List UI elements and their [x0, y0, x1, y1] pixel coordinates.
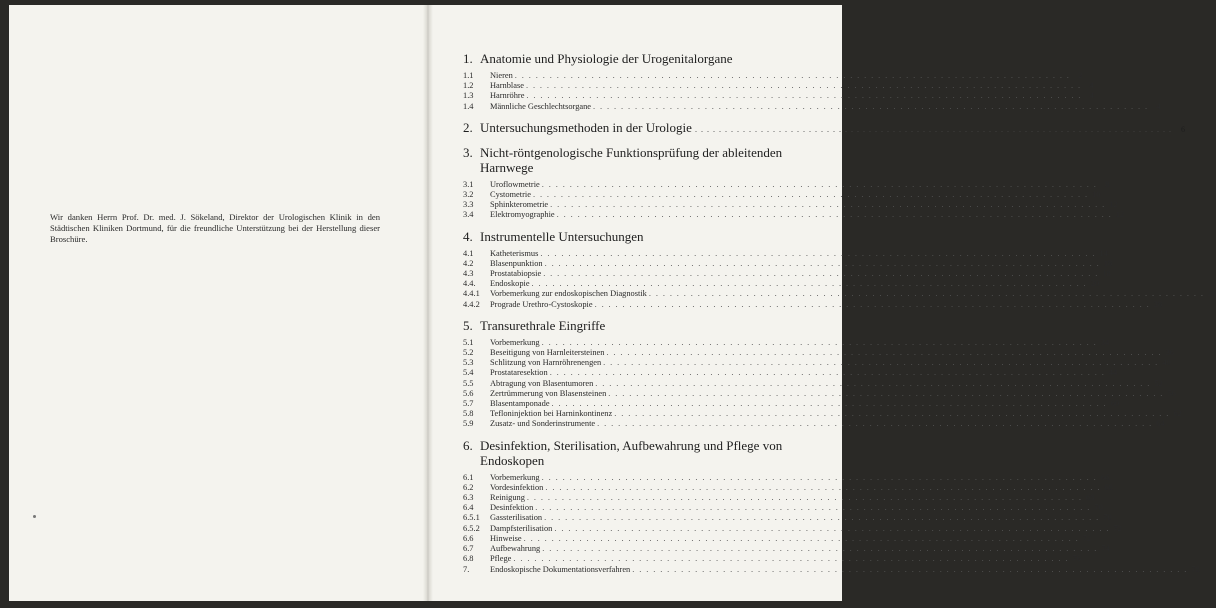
entry-title: Nieren — [490, 71, 513, 80]
dot-leader: . . . . . . . . . . . . . . . . . . . . . . . . . . . . . . . . . . . . . . . . . . . . . . . . . . . . . . . . . . . . . . . . . . . . . . . . . . . . . . . . — [597, 419, 1153, 429]
toc-entry — [463, 179, 1110, 190]
toc-entry — [463, 378, 1163, 389]
entry-page-number: 56 — [1167, 388, 1176, 398]
toc-entry — [463, 91, 1094, 101]
entry-page-number: 66 — [1100, 472, 1110, 482]
entry-page-number: 34 — [1100, 337, 1110, 347]
toc-entry — [463, 493, 1095, 503]
dot-leader: . . . . . . . . . . . . . . . . . . . . . . . . . . . . . . . . . . . . . . . . . . . . . . . . . . . . . . . . . . . . . . . . . . . . . . . . . . . . . . . . — [593, 101, 1149, 111]
entry-title: Vorbemerkung — [490, 472, 540, 482]
entry-number: 1.3 — [463, 91, 474, 101]
entry-page-number: 74 — [1101, 544, 1110, 554]
entry-title: Endoskopische Dokumentationsverfahren — [490, 564, 631, 574]
toc-entry — [463, 544, 1110, 554]
section-title: Anatomie und Physiologie der Urogenitalorgane — [480, 51, 733, 66]
entry-title: Prograde Urethro-Cystoskopie — [490, 299, 593, 309]
entry-title: Hinweise — [490, 533, 522, 543]
dot-leader: . . . . . . . . . . . . . . . . . . . . . . . . . . . . . . . . . . . . . . . . . . . . . . . . . . . . . . . . . . . . . . . . . . . . . . . . . . . . . . . . — [526, 91, 1082, 101]
dot-leader: . . . . . . . . . . . . . . . . . . . . . . . . . . . . . . . . . . . . . . . . . . . . . . . . . . . . . . . . . . . . . . . . . . . . . . . . . . . . . . . . — [545, 482, 1101, 492]
entry-page-number: 26 — [1208, 289, 1216, 299]
section-title: Nicht-röntgenologische Funktionsprüfung der ableitenden Harnwege — [480, 144, 783, 175]
entry-page-number: 78 — [1191, 564, 1200, 574]
toc-entry — [463, 409, 1182, 419]
entry-title: Desinfektion — [490, 503, 534, 513]
dot-leader: . . . . . . . . . . . . . . . . . . . . . . . . . . . . . . . . . . . . . . . . . . . . . . . . . . . . . . . . . . . . . . . . . . . . . . . . . . . . . . . . — [525, 81, 1082, 91]
entry-page-number: 4 — [1089, 91, 1094, 101]
entry-page-number: 18 — [1102, 269, 1111, 279]
entry-title: Tefloninjektion bei Harninkontinenz — [490, 409, 613, 419]
entry-number: 6.4 — [463, 503, 474, 513]
entry-title: Cystometrie — [490, 190, 531, 200]
section-title: Transurethrale Eingriffe — [480, 317, 606, 333]
entry-title: Beseitigung von Harnleitersteinen — [490, 348, 605, 358]
entry-page-number: 28 — [1153, 299, 1163, 309]
right-page — [429, 5, 1216, 601]
entry-number: 1.2 — [463, 81, 474, 91]
entry-number: 3.1 — [463, 179, 474, 189]
section-heading — [463, 51, 805, 66]
entry-page-number: 52 — [1154, 378, 1163, 388]
entry-title: Uroflowmetrie — [490, 179, 540, 189]
dot-leader: . . . . . . . . . . . . . . . . . . . . . . . . . . . . . . . . . . . . . . . . . . . . . . . . . . . . . . . . . . . . . . . . . . . . . . . . . . . . . . . . — [543, 269, 1099, 279]
toc-entry — [463, 210, 1125, 220]
entry-page-number: 60 — [1110, 399, 1120, 409]
entry-number: 7. — [463, 564, 470, 574]
entry-page-number: 10 — [1092, 190, 1101, 200]
entry-number: 6.6 — [463, 533, 474, 543]
entry-page-number: 62 — [1173, 409, 1182, 419]
dot-leader: . . . . . . . . . . . . . . . . . . . . . . . . . . . . . . . . . . . . . . . . . . . . . . . . . . . . . . . . . . . . . . . . . . . . . . . . . . . . . . . . — [542, 544, 1098, 554]
dot-leader: . . . . . . . . . . . . . . . . . . . . . . . . . . . . . . . . . . . . . . . . . . . . . . . . . . . . . . . . . . . . . . . . . . . . . . . . . . . . . . . . — [606, 348, 1162, 358]
entry-page-number: 36 — [1165, 348, 1174, 358]
toc-entry — [463, 368, 1118, 378]
dot-leader: . . . . . . . . . . . . . . . . . . . . . . . . . . . . . . . . . . . . . . . . . . . . . . . . . . . . . . . . . . . . . . . . . . . . . . . . . . . . . . . . — [532, 190, 1089, 200]
entry-page-number: 68 — [1086, 493, 1095, 503]
dot-leader: . . . . . . . . . . . . . . . . . . . . . . . . . . . . . . . . . . . . . . . . . . . . . . . . . . . . . . . . . . . . . . . . . . . . . . . . . . . . . . . . — [556, 210, 1113, 220]
entry-page-number: 2 — [1078, 71, 1083, 80]
entry-number: 1.4 — [463, 101, 474, 111]
toc-entry — [463, 523, 1122, 534]
toc-entry — [463, 399, 1120, 409]
section-number: 1. — [463, 51, 473, 66]
section-heading — [463, 438, 805, 468]
toc-entry — [463, 258, 1113, 269]
dot-leader: . . . . . . . . . . . . . . . . . . . . . . . . . . . . . . . . . . . . . . . . . . . . . . . . . . . . . . . . . . . . . . . . . . . . . . . . . . . . . . . . — [544, 513, 1100, 523]
dot-leader: . . . . . . . . . . . . . . . . . . . . . . . . . . . . . . . . . . . . . . . . . . . . . . . . . . . . . . . . . . . . . . . . . . . . . . . . . . . . . . . . — [648, 289, 1205, 299]
entry-number: 3.3 — [463, 200, 474, 210]
entry-number: 6.5.1 — [463, 513, 480, 523]
toc-section — [463, 144, 1125, 221]
print-speck — [33, 515, 36, 518]
section-heading — [463, 318, 805, 333]
entry-number: 3.2 — [463, 190, 474, 200]
table-of-contents — [463, 51, 1216, 583]
entry-title: Endoskopie — [490, 279, 530, 289]
entry-title: Katheterismus — [490, 248, 539, 258]
entry-page-number: 44 — [1108, 368, 1118, 378]
entry-number: 6.7 — [463, 544, 474, 554]
toc-entry — [463, 419, 1165, 429]
entry-number: 5.7 — [463, 399, 474, 409]
entry-page-number: 12 — [1109, 200, 1118, 210]
toc-entry — [463, 358, 1171, 368]
dot-leader: . . . . . . . . . . . . . . . . . . . . . . . . . . . . . . . . . . . . . . . . . . . . . . . . . . . . . . . . . . . . . . . . . . . . . . . . . . . . . . . . — [523, 533, 1080, 543]
entry-title: Pflege — [490, 554, 512, 564]
dot-leader: . . . . . . . . . . . . . . . . . . . . . . . . . . . . . . . . . . . . . . . . . . . . . . . . . . . . . . . . . . . . . . . . . . . . . . . . . . . . . . . . — [594, 299, 1151, 309]
dot-leader: . . . . . . . . . . . . . . . . . . . . . . . . . . . . . . . . . . . . . . . . . . . . . . . . . . . . . . . . . . . . . . . . . . . . . . . . . . . . . . . . — [595, 378, 1151, 388]
toc-entry — [463, 533, 1092, 544]
entry-title: Harnröhre — [490, 91, 525, 101]
entry-title: Harnblase — [490, 81, 524, 91]
entry-number: 5.3 — [463, 358, 474, 368]
toc-entry — [463, 472, 1110, 483]
dot-leader: . . . . . . . . . . . . . . . . . . . . . . . . . . . . . . . . . . . . . . . . . . . . . . . . . . . . . . . . . . . . . . . . . . . . . . . . . . . . . . . . — [603, 358, 1159, 368]
toc-entry — [463, 71, 1083, 81]
section-number: 4. — [463, 228, 473, 244]
dot-leader: . . . . . . . . . . . . . . . . . . . . . . . . . . . . . . . . . . . . . . . . . . . . . . . . . . . . . . . . . . . . . . . . . . . . . . . . . . . . . . . . — [535, 503, 1091, 513]
entry-title: Sphinkterometrie — [490, 200, 549, 210]
toc-entry — [463, 200, 1118, 210]
section-heading — [463, 119, 1185, 137]
dot-leader: . . . . . . . . . . . . . . . . . . . . . . . . . . . . . . . . . . . . . . . . . . . . . . . . . . . . . . . . . . . . . . . . . . . . . . . . . . . . . . . . — [531, 279, 1088, 289]
dot-leader: . . . . . . . . . . . . . . . . . . . . . . . . . . . . . . . . . . . . . . . . . . . . . . . . . . . . . . . . . . . . . . . . . . . . . . . . . . . . . . . . — [526, 493, 1083, 503]
entry-number: 5.1 — [463, 337, 474, 347]
dot-leader: . . . . . . . . . . . . . . . . . . . . . . . . . . . . . . . . . . . . . . . . . . . . . . . . . . . . . . . . . . . . . . . . . . . . . . . . . . . . . . . . — [694, 124, 1172, 134]
toc-entry — [463, 81, 1094, 91]
entry-title: Aufbewahrung — [490, 544, 541, 554]
section-number: 2. — [463, 119, 473, 135]
entry-number: 4.4.2 — [463, 299, 480, 309]
toc-entry — [463, 248, 1108, 259]
entry-title: Abtragung von Blasentumoren — [490, 378, 594, 388]
entry-number: 4.2 — [463, 258, 474, 268]
entry-title: Männliche Geschlechtsorgane — [490, 101, 592, 111]
entry-page-number: 12 — [1115, 210, 1125, 220]
entry-title: Prostatabiopsie — [490, 269, 542, 279]
dot-leader: . . . . . . . . . . . . . . . . . . . . . . . . . . . . . . . . . . . . . . . . . . . . . . . . . . . . . . . . . . . . . . . . . . . . . . . . . . . . . . . . — [544, 258, 1101, 268]
toc-entry — [463, 513, 1112, 523]
entry-number: 5.9 — [463, 419, 474, 429]
section-number: 5. — [463, 317, 473, 333]
entry-number: 3.4 — [463, 210, 474, 220]
toc-entry — [463, 482, 1113, 493]
section-title: Untersuchungsmethoden in der Urologie — [480, 119, 692, 135]
entry-title: Vordesinfektion — [490, 482, 544, 492]
entry-number: 6.5.2 — [463, 523, 480, 533]
toc-section — [463, 317, 1182, 430]
entry-page-number: 68 — [1104, 482, 1113, 492]
entry-title: Blasentamponade — [490, 399, 550, 409]
entry-number: 5.2 — [463, 348, 474, 358]
entry-page-number: 40 — [1162, 358, 1171, 368]
entry-number: 6.3 — [463, 493, 474, 503]
entry-title: Elektromyographie — [490, 210, 555, 220]
section-number: 6. — [463, 437, 473, 453]
entry-number: 5.6 — [463, 388, 474, 398]
entry-number: 4.3 — [463, 269, 474, 279]
entry-page-number: 18 — [1103, 258, 1113, 268]
entry-title: Zertrümmerung von Blasensteinen — [490, 388, 607, 398]
toc-section — [463, 119, 1185, 137]
dot-leader: . . . . . . . . . . . . . . . . . . . . . . . . . . . . . . . . . . . . . . . . . . . . . . . . . . . . . . . . . . . . . . . . . . . . . . . . . . . . . . . . — [514, 71, 1071, 80]
toc-entry — [463, 337, 1110, 348]
entry-number: 6.8 — [463, 554, 474, 564]
entry-title: Vorbemerkung zur endoskopischen Diagnostik — [490, 289, 647, 299]
toc-section — [463, 51, 1161, 112]
entry-title: Dampfsterilisation — [490, 523, 553, 533]
entry-page-number: 72 — [1082, 533, 1092, 543]
entry-page-number: 72 — [1113, 523, 1122, 533]
section-heading — [463, 229, 805, 244]
dot-leader: . . . . . . . . . . . . . . . . . . . . . . . . . . . . . . . . . . . . . . . . . . . . . . . . . . . . . . . . . . . . . . . . . . . . . . . . . . . . . . . . — [513, 554, 1069, 564]
entry-title: Vorbemerkung — [490, 337, 540, 347]
toc-entry — [463, 388, 1176, 399]
dot-leader: . . . . . . . . . . . . . . . . . . . . . . . . . . . . . . . . . . . . . . . . . . . . . . . . . . . . . . . . . . . . . . . . . . . . . . . . . . . . . . . . — [632, 564, 1188, 574]
left-page — [9, 5, 427, 601]
section-title: Instrumentelle Untersuchungen — [480, 228, 644, 244]
toc-entry — [463, 554, 1081, 564]
entry-page-number: 14 — [1099, 248, 1108, 258]
entry-page-number: 70 — [1103, 513, 1112, 523]
entry-title: Zusatz- und Sonderinstrumente — [490, 419, 596, 429]
entry-page-number: 76 — [1072, 554, 1081, 564]
entry-page-number: 20 — [1090, 279, 1100, 289]
entry-page-number: 8 — [1105, 179, 1110, 189]
entry-title: Reinigung — [490, 493, 525, 503]
entry-number: 5.4 — [463, 368, 474, 378]
dot-leader: . . . . . . . . . . . . . . . . . . . . . . . . . . . . . . . . . . . . . . . . . . . . . . . . . . . . . . . . . . . . . . . . . . . . . . . . . . . . . . . . — [608, 388, 1164, 398]
acknowledgement-text: Wir danken Herrn Prof. Dr. med. J. Sökeland, Direktor der Urologischen Klinik in den Städtischen Kliniken Dortmund, für die freundliche Unterstützung bei der Herstellung dieser Broschüre. — [50, 211, 380, 244]
entry-number: 4.4. — [463, 279, 476, 289]
entry-number: 5.5 — [463, 378, 474, 388]
entry-title: Blasenpunktion — [490, 258, 543, 268]
toc-section — [463, 437, 1200, 575]
entry-number: 4.4.1 — [463, 289, 480, 299]
dot-leader: . . . . . . . . . . . . . . . . . . . . . . . . . . . . . . . . . . . . . . . . . . . . . . . . . . . . . . . . . . . . . . . . . . . . . . . . . . . . . . . . — [554, 523, 1110, 533]
dot-leader: . . . . . . . . . . . . . . . . . . . . . . . . . . . . . . . . . . . . . . . . . . . . . . . . . . . . . . . . . . . . . . . . . . . . . . . . . . . . . . . . — [551, 399, 1108, 409]
dot-leader: . . . . . . . . . . . . . . . . . . . . . . . . . . . . . . . . . . . . . . . . . . . . . . . . . . . . . . . . . . . . . . . . . . . . . . . . . . . . . . . . — [549, 368, 1106, 378]
toc-entry — [463, 564, 1200, 575]
book-gutter — [423, 5, 433, 601]
section-number: 3. — [463, 144, 473, 160]
section-page-number: 6 — [1180, 124, 1185, 134]
entry-number: 6.2 — [463, 482, 474, 492]
dot-leader: . . . . . . . . . . . . . . . . . . . . . . . . . . . . . . . . . . . . . . . . . . . . . . . . . . . . . . . . . . . . . . . . . . . . . . . . . . . . . . . . — [614, 409, 1170, 419]
toc-entry — [463, 289, 1216, 299]
dot-leader: . . . . . . . . . . . . . . . . . . . . . . . . . . . . . . . . . . . . . . . . . . . . . . . . . . . . . . . . . . . . . . . . . . . . . . . . . . . . . . . . — [541, 179, 1098, 189]
section-heading — [463, 145, 805, 175]
entry-page-number: 70 — [1094, 503, 1103, 513]
entry-number: 4.1 — [463, 248, 474, 258]
dot-leader: . . . . . . . . . . . . . . . . . . . . . . . . . . . . . . . . . . . . . . . . . . . . . . . . . . . . . . . . . . . . . . . . . . . . . . . . . . . . . . . . — [541, 472, 1098, 482]
entry-number: 1.1 — [463, 71, 474, 80]
entry-title: Prostataresektion — [490, 368, 548, 378]
toc-entry — [463, 101, 1161, 112]
toc-entry — [463, 190, 1101, 200]
toc-entry — [463, 269, 1111, 279]
entry-page-number: 64 — [1156, 419, 1165, 429]
section-title: Desinfektion, Sterilisation, Aufbewahrung und Pflege von Endoskopen — [480, 437, 783, 468]
dot-leader: . . . . . . . . . . . . . . . . . . . . . . . . . . . . . . . . . . . . . . . . . . . . . . . . . . . . . . . . . . . . . . . . . . . . . . . . . . . . . . . . — [550, 200, 1106, 210]
toc-entry — [463, 279, 1100, 289]
toc-section — [463, 228, 1216, 310]
entry-title: Schlitzung von Harnröhrenengen — [490, 358, 602, 368]
entry-number: 5.8 — [463, 409, 474, 419]
entry-page-number: 4 — [1156, 101, 1161, 111]
dot-leader: . . . . . . . . . . . . . . . . . . . . . . . . . . . . . . . . . . . . . . . . . . . . . . . . . . . . . . . . . . . . . . . . . . . . . . . . . . . . . . . . — [540, 248, 1096, 258]
toc-entry — [463, 348, 1174, 358]
entry-number: 6.1 — [463, 472, 474, 482]
dot-leader: . . . . . . . . . . . . . . . . . . . . . . . . . . . . . . . . . . . . . . . . . . . . . . . . . . . . . . . . . . . . . . . . . . . . . . . . . . . . . . . . — [541, 337, 1098, 347]
toc-entry — [463, 299, 1163, 310]
entry-page-number: 4 — [1089, 81, 1094, 91]
toc-entry — [463, 503, 1103, 513]
entry-title: Gassterilisation — [490, 513, 543, 523]
